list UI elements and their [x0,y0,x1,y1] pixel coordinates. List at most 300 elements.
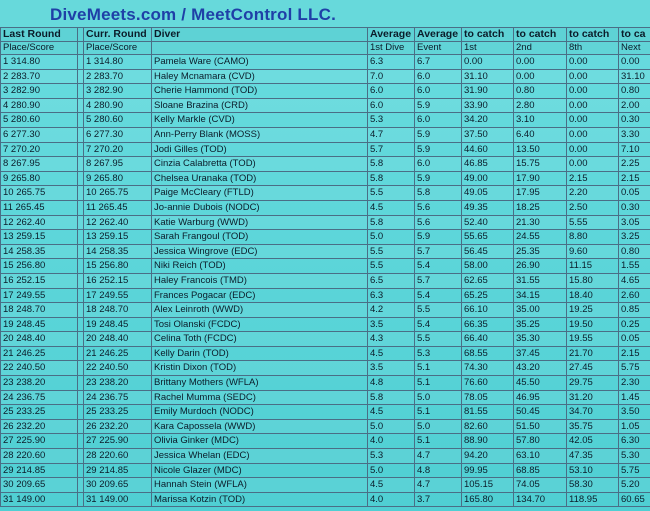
catch-2nd-cell: 13.50 [514,142,567,157]
table-row[interactable] [1,273,650,288]
catch-2nd-cell: 34.15 [514,288,567,303]
curr-round-cell: 1 314.80 [84,55,152,70]
catch-1st-cell: 105.15 [462,478,514,493]
catch-1st-cell: 49.05 [462,186,514,201]
catch-1st-cell: 165.80 [462,492,514,507]
diver-name: Rachel Mumma (SEDC) [152,390,368,405]
col-diver[interactable]: Diver [152,28,368,42]
last-round-cell: 27 225.90 [1,434,78,449]
catch-2nd-cell: 3.10 [514,113,567,128]
average-event-cell: 5.9 [415,171,462,186]
curr-round-cell: 18 248.70 [84,303,152,318]
table-row[interactable] [1,142,650,157]
average-event-cell: 6.0 [415,113,462,128]
catch-next-cell: 1.55 [619,259,650,274]
diver-name: Niki Reich (TOD) [152,259,368,274]
curr-round-cell: 13 259.15 [84,230,152,245]
average-dive-cell: 4.5 [368,346,415,361]
catch-next-cell: 3.50 [619,405,650,420]
diver-name: Cinzia Calabretta (TOD) [152,157,368,172]
catch-8th-cell: 5.55 [567,215,619,230]
average-dive-cell: 6.0 [368,98,415,113]
diver-name: Paige McCleary (FTLD) [152,186,368,201]
table-row[interactable] [1,492,650,507]
table-row[interactable] [1,405,650,420]
sub-curr-place-score: Place/Score [84,42,152,55]
diver-name: Sarah Frangoul (TOD) [152,230,368,245]
catch-2nd-cell: 57.80 [514,434,567,449]
last-round-cell: 13 259.15 [1,230,78,245]
catch-2nd-cell: 35.25 [514,317,567,332]
average-dive-cell: 6.3 [368,55,415,70]
catch-2nd-cell: 74.05 [514,478,567,493]
last-round-cell: 22 240.50 [1,361,78,376]
curr-round-cell: 4 280.90 [84,98,152,113]
average-event-cell: 5.0 [415,419,462,434]
curr-round-cell: 31 149.00 [84,492,152,507]
catch-1st-cell: 66.35 [462,317,514,332]
header-row [1,28,650,42]
curr-round-cell: 8 267.95 [84,157,152,172]
catch-2nd-cell: 2.80 [514,98,567,113]
table-row[interactable] [1,98,650,113]
catch-1st-cell: 31.90 [462,84,514,99]
average-event-cell: 5.1 [415,434,462,449]
last-round-cell: 1 314.80 [1,55,78,70]
catch-8th-cell: 42.05 [567,434,619,449]
table-row[interactable] [1,215,650,230]
catch-8th-cell: 19.50 [567,317,619,332]
catch-8th-cell: 0.00 [567,69,619,84]
col-average-event[interactable]: Average [415,28,462,42]
catch-1st-cell: 52.40 [462,215,514,230]
catch-1st-cell: 68.55 [462,346,514,361]
col-catch-next[interactable]: to ca [619,28,650,42]
catch-2nd-cell: 45.50 [514,376,567,391]
catch-next-cell: 2.60 [619,288,650,303]
sub-1st: 1st [462,42,514,55]
catch-8th-cell: 35.75 [567,419,619,434]
app-title: DiveMeets.com / MeetControl LLC. [50,5,336,24]
table-row[interactable] [1,346,650,361]
catch-next-cell: 6.30 [619,434,650,449]
catch-next-cell: 0.80 [619,244,650,259]
table-row[interactable] [1,463,650,478]
curr-round-cell: 7 270.20 [84,142,152,157]
sub-last-place-score: Place/Score [1,42,78,55]
catch-1st-cell: 88.90 [462,434,514,449]
catch-next-cell: 3.05 [619,215,650,230]
curr-round-cell: 27 225.90 [84,434,152,449]
diver-name: Tosi Olanski (FCDC) [152,317,368,332]
catch-1st-cell: 81.55 [462,405,514,420]
table-row[interactable] [1,288,650,303]
catch-next-cell: 0.05 [619,332,650,347]
results-body [1,55,650,507]
average-dive-cell: 4.5 [368,200,415,215]
average-dive-cell: 3.5 [368,361,415,376]
catch-next-cell: 2.15 [619,171,650,186]
average-dive-cell: 5.5 [368,259,415,274]
curr-round-cell: 19 248.45 [84,317,152,332]
last-round-cell: 12 262.40 [1,215,78,230]
catch-8th-cell: 0.00 [567,84,619,99]
catch-next-cell: 5.30 [619,449,650,464]
catch-next-cell: 0.30 [619,200,650,215]
catch-8th-cell: 0.00 [567,142,619,157]
results-table [0,27,650,507]
average-dive-cell: 7.0 [368,69,415,84]
diver-name: Jessica Whelan (EDC) [152,449,368,464]
curr-round-cell: 14 258.35 [84,244,152,259]
last-round-cell: 2 283.70 [1,69,78,84]
curr-round-cell: 25 233.25 [84,405,152,420]
average-dive-cell: 6.5 [368,273,415,288]
subheader-row [1,42,650,55]
average-event-cell: 5.8 [415,186,462,201]
average-dive-cell: 4.8 [368,376,415,391]
last-round-cell: 3 282.90 [1,84,78,99]
average-dive-cell: 5.0 [368,230,415,245]
diver-name: Brittany Mothers (WFLA) [152,376,368,391]
catch-next-cell: 2.00 [619,98,650,113]
catch-8th-cell: 29.75 [567,376,619,391]
average-dive-cell: 5.8 [368,390,415,405]
diver-name: Sloane Brazina (CRD) [152,98,368,113]
table-row[interactable] [1,434,650,449]
table-row[interactable] [1,449,650,464]
catch-2nd-cell: 43.20 [514,361,567,376]
diver-name: Chelsea Uranaka (TOD) [152,171,368,186]
average-event-cell: 5.9 [415,98,462,113]
last-round-cell: 23 238.20 [1,376,78,391]
diver-name: Frances Pogacar (EDC) [152,288,368,303]
average-dive-cell: 5.0 [368,419,415,434]
last-round-cell: 17 249.55 [1,288,78,303]
catch-8th-cell: 2.50 [567,200,619,215]
catch-8th-cell: 34.70 [567,405,619,420]
average-event-cell: 5.3 [415,346,462,361]
catch-1st-cell: 55.65 [462,230,514,245]
catch-1st-cell: 31.10 [462,69,514,84]
diver-name: Haley Francois (TMD) [152,273,368,288]
catch-1st-cell: 66.10 [462,303,514,318]
table-row[interactable] [1,317,650,332]
table-row[interactable] [1,259,650,274]
catch-1st-cell: 66.40 [462,332,514,347]
last-round-cell: 4 280.90 [1,98,78,113]
diver-name: Emily Murdoch (NODC) [152,405,368,420]
catch-2nd-cell: 35.00 [514,303,567,318]
average-event-cell: 5.4 [415,288,462,303]
average-event-cell: 5.9 [415,142,462,157]
table-row[interactable] [1,69,650,84]
average-dive-cell: 4.0 [368,492,415,507]
catch-8th-cell: 0.00 [567,98,619,113]
catch-1st-cell: 49.00 [462,171,514,186]
catch-2nd-cell: 17.95 [514,186,567,201]
col-average-dive[interactable]: Average [368,28,415,42]
last-round-cell: 25 233.25 [1,405,78,420]
catch-1st-cell: 78.05 [462,390,514,405]
catch-next-cell: 31.10 [619,69,650,84]
catch-8th-cell: 58.30 [567,478,619,493]
catch-2nd-cell: 68.85 [514,463,567,478]
catch-next-cell: 5.20 [619,478,650,493]
catch-next-cell: 3.30 [619,127,650,142]
catch-next-cell: 7.10 [619,142,650,157]
catch-8th-cell: 9.60 [567,244,619,259]
table-row[interactable] [1,390,650,405]
diver-name: Jo-annie Dubois (NODC) [152,200,368,215]
diver-name: Haley Mcnamara (CVD) [152,69,368,84]
curr-round-cell: 11 265.45 [84,200,152,215]
catch-2nd-cell: 25.35 [514,244,567,259]
average-dive-cell: 6.0 [368,84,415,99]
catch-1st-cell: 74.30 [462,361,514,376]
catch-2nd-cell: 46.95 [514,390,567,405]
diver-name: Ann-Perry Blank (MOSS) [152,127,368,142]
average-event-cell: 5.6 [415,215,462,230]
diver-name: Katie Warburg (WWD) [152,215,368,230]
catch-1st-cell: 82.60 [462,419,514,434]
table-row[interactable] [1,332,650,347]
catch-8th-cell: 15.80 [567,273,619,288]
curr-round-cell: 21 246.25 [84,346,152,361]
table-row[interactable] [1,171,650,186]
catch-2nd-cell: 17.90 [514,171,567,186]
col-catch-2nd[interactable]: to catch [514,28,567,42]
catch-next-cell: 4.65 [619,273,650,288]
average-event-cell: 6.7 [415,55,462,70]
table-row[interactable] [1,113,650,128]
curr-round-cell: 3 282.90 [84,84,152,99]
diver-name: Nicole Glazer (MDC) [152,463,368,478]
curr-round-cell: 6 277.30 [84,127,152,142]
average-event-cell: 5.0 [415,390,462,405]
curr-round-cell: 24 236.75 [84,390,152,405]
catch-next-cell: 0.30 [619,113,650,128]
table-row[interactable] [1,55,650,70]
diver-name: Hannah Stein (WFLA) [152,478,368,493]
last-round-cell: 19 248.45 [1,317,78,332]
catch-next-cell: 3.25 [619,230,650,245]
last-round-cell: 18 248.70 [1,303,78,318]
catch-2nd-cell: 24.55 [514,230,567,245]
catch-1st-cell: 56.45 [462,244,514,259]
last-round-cell: 6 277.30 [1,127,78,142]
curr-round-cell: 12 262.40 [84,215,152,230]
last-round-cell: 28 220.60 [1,449,78,464]
catch-next-cell: 2.15 [619,346,650,361]
catch-next-cell: 5.75 [619,463,650,478]
catch-2nd-cell: 26.90 [514,259,567,274]
diver-name: Marissa Kotzin (TOD) [152,492,368,507]
average-event-cell: 5.7 [415,273,462,288]
average-event-cell: 5.9 [415,127,462,142]
average-dive-cell: 5.5 [368,244,415,259]
catch-2nd-cell: 0.00 [514,55,567,70]
average-dive-cell: 5.8 [368,171,415,186]
average-dive-cell: 5.3 [368,449,415,464]
table-row[interactable] [1,303,650,318]
table-row[interactable] [1,84,650,99]
table-row[interactable] [1,361,650,376]
last-round-cell: 5 280.60 [1,113,78,128]
catch-8th-cell: 27.45 [567,361,619,376]
curr-round-cell: 23 238.20 [84,376,152,391]
average-dive-cell: 4.2 [368,303,415,318]
catch-8th-cell: 21.70 [567,346,619,361]
catch-next-cell: 0.85 [619,303,650,318]
average-dive-cell: 5.3 [368,113,415,128]
catch-2nd-cell: 0.00 [514,69,567,84]
average-dive-cell: 5.0 [368,463,415,478]
catch-1st-cell: 44.60 [462,142,514,157]
diver-name: Celina Toth (FCDC) [152,332,368,347]
last-round-cell: 31 149.00 [1,492,78,507]
table-row[interactable] [1,186,650,201]
curr-round-cell: 15 256.80 [84,259,152,274]
last-round-cell: 29 214.85 [1,463,78,478]
average-dive-cell: 4.3 [368,332,415,347]
catch-8th-cell: 53.10 [567,463,619,478]
catch-1st-cell: 76.60 [462,376,514,391]
last-round-cell: 16 252.15 [1,273,78,288]
catch-next-cell: 2.30 [619,376,650,391]
average-event-cell: 5.1 [415,361,462,376]
sub-8th: 8th [567,42,619,55]
average-event-cell: 4.7 [415,478,462,493]
catch-2nd-cell: 31.55 [514,273,567,288]
diver-name: Kristin Dixon (TOD) [152,361,368,376]
catch-1st-cell: 34.20 [462,113,514,128]
average-event-cell: 5.9 [415,230,462,245]
last-round-cell: 9 265.80 [1,171,78,186]
average-dive-cell: 5.5 [368,186,415,201]
average-event-cell: 6.0 [415,157,462,172]
sub-1st-dive: 1st Dive [368,42,415,55]
average-dive-cell: 4.5 [368,405,415,420]
last-round-cell: 7 270.20 [1,142,78,157]
average-dive-cell: 4.5 [368,478,415,493]
catch-1st-cell: 62.65 [462,273,514,288]
catch-2nd-cell: 134.70 [514,492,567,507]
catch-8th-cell: 118.95 [567,492,619,507]
sub-next: Next [619,42,650,55]
last-round-cell: 14 258.35 [1,244,78,259]
last-round-cell: 8 267.95 [1,157,78,172]
catch-8th-cell: 19.25 [567,303,619,318]
catch-2nd-cell: 0.80 [514,84,567,99]
table-row[interactable] [1,127,650,142]
last-round-cell: 15 256.80 [1,259,78,274]
curr-round-cell: 16 252.15 [84,273,152,288]
catch-8th-cell: 11.15 [567,259,619,274]
sub-event: Event [415,42,462,55]
average-dive-cell: 6.3 [368,288,415,303]
diver-name: Jodi Gilles (TOD) [152,142,368,157]
col-catch-1st[interactable]: to catch [462,28,514,42]
average-dive-cell: 4.7 [368,127,415,142]
curr-round-cell: 5 280.60 [84,113,152,128]
catch-next-cell: 0.25 [619,317,650,332]
average-dive-cell: 4.0 [368,434,415,449]
catch-1st-cell: 49.35 [462,200,514,215]
catch-8th-cell: 2.20 [567,186,619,201]
catch-2nd-cell: 6.40 [514,127,567,142]
average-event-cell: 4.7 [415,449,462,464]
col-curr-round[interactable]: Curr. Round [84,28,152,42]
curr-round-cell: 2 283.70 [84,69,152,84]
diver-name: Olivia Ginker (MDC) [152,434,368,449]
table-row[interactable] [1,230,650,245]
diver-name: Kelly Darin (TOD) [152,346,368,361]
average-dive-cell: 3.5 [368,317,415,332]
col-last-round[interactable]: Last Round [1,28,78,42]
last-round-cell: 21 246.25 [1,346,78,361]
average-event-cell: 5.1 [415,376,462,391]
catch-8th-cell: 0.00 [567,157,619,172]
catch-8th-cell: 31.20 [567,390,619,405]
last-round-cell: 30 209.65 [1,478,78,493]
catch-1st-cell: 65.25 [462,288,514,303]
table-row[interactable] [1,376,650,391]
catch-2nd-cell: 15.75 [514,157,567,172]
col-catch-8th[interactable]: to catch [567,28,619,42]
curr-round-cell: 29 214.85 [84,463,152,478]
diver-name: Alex Leinroth (WWD) [152,303,368,318]
catch-2nd-cell: 51.50 [514,419,567,434]
curr-round-cell: 22 240.50 [84,361,152,376]
average-event-cell: 5.4 [415,317,462,332]
table-row[interactable] [1,478,650,493]
average-event-cell: 3.7 [415,492,462,507]
sub-2nd: 2nd [514,42,567,55]
catch-next-cell: 0.00 [619,55,650,70]
average-event-cell: 5.6 [415,200,462,215]
curr-round-cell: 9 265.80 [84,171,152,186]
last-round-cell: 24 236.75 [1,390,78,405]
average-dive-cell: 5.7 [368,142,415,157]
curr-round-cell: 26 232.20 [84,419,152,434]
catch-2nd-cell: 35.30 [514,332,567,347]
last-round-cell: 10 265.75 [1,186,78,201]
title-bar [0,0,650,27]
table-row[interactable] [1,419,650,434]
catch-8th-cell: 18.40 [567,288,619,303]
catch-8th-cell: 0.00 [567,127,619,142]
catch-8th-cell: 0.00 [567,113,619,128]
catch-8th-cell: 47.35 [567,449,619,464]
catch-next-cell: 60.65 [619,492,650,507]
average-event-cell: 5.4 [415,259,462,274]
table-row[interactable] [1,200,650,215]
average-event-cell: 6.0 [415,84,462,99]
last-round-cell: 20 248.40 [1,332,78,347]
average-event-cell: 5.5 [415,332,462,347]
average-event-cell: 5.7 [415,244,462,259]
catch-2nd-cell: 18.25 [514,200,567,215]
catch-2nd-cell: 50.45 [514,405,567,420]
table-row[interactable] [1,157,650,172]
catch-1st-cell: 0.00 [462,55,514,70]
table-row[interactable] [1,244,650,259]
average-dive-cell: 5.8 [368,215,415,230]
curr-round-cell: 10 265.75 [84,186,152,201]
average-event-cell: 4.8 [415,463,462,478]
catch-8th-cell: 19.55 [567,332,619,347]
